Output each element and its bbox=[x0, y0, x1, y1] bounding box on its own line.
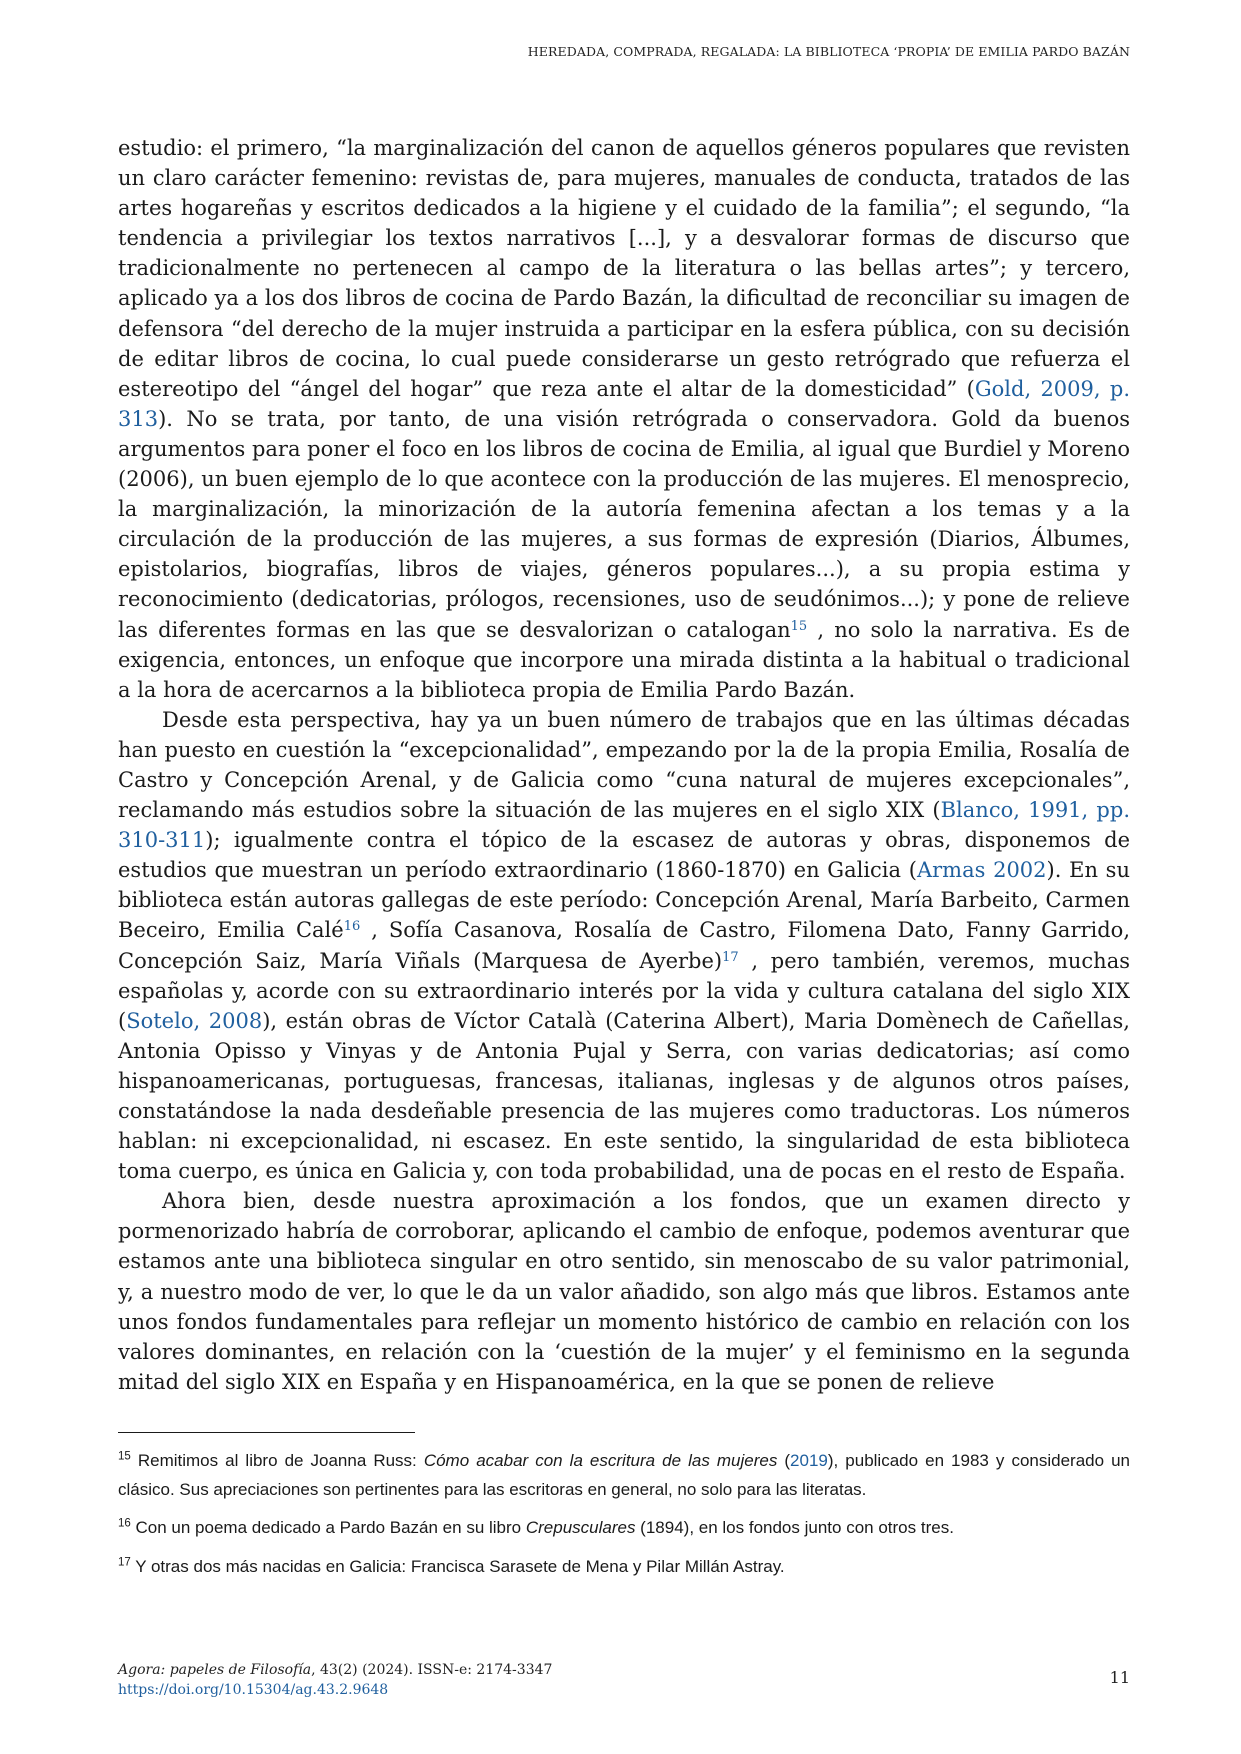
paragraph bbox=[118, 1186, 1130, 1397]
citation-link-gold[interactable]: Gold, 2009, p. 313 bbox=[118, 376, 1130, 431]
footnote-text: Con un poema dedicado a Pardo Bazán en su libro bbox=[130, 1518, 526, 1537]
journal-citation bbox=[118, 1660, 552, 1680]
footnote-text: Remitimos al libro de Joanna Russ: bbox=[130, 1451, 424, 1470]
paragraph bbox=[118, 705, 1130, 1187]
paragraph bbox=[118, 133, 1130, 705]
journal-issue: , 43(2) (2024). ISSN-e: 2174-3347 bbox=[311, 1662, 553, 1678]
footnote-16 bbox=[118, 1514, 1130, 1543]
footnotes bbox=[118, 1447, 1130, 1591]
citation-link-sotelo[interactable]: Sotelo, 2008 bbox=[126, 1008, 263, 1033]
footnote-text: (1894), en los fondos junto con otros tres. bbox=[635, 1518, 954, 1537]
article-body bbox=[118, 133, 1130, 1397]
footnote-book-title: Crepusculares bbox=[525, 1518, 636, 1537]
body-text-run: Ahora bien, desde nuestra aproximación a los fondos, que un examen directo y pormenorizado habría de corroborar, aplicando el cambio de enfoque, podemos aventurar que estamos ante una biblioteca singular en otro sentido, sin menoscabo de su valor patrimonial, y, a nuestro modo de ver, lo que le da un valor añadido, son algo más que libros. Estamos ante unos fondos fundamentales para reflejar un momento histórico de cambio en relación con los valores dominantes, en relación con la ‘cuestión de la mujer’ y el feminismo en la segunda mitad del siglo XIX en España y en Hispanoamérica, en la que se ponen de relieve bbox=[118, 1189, 1130, 1394]
body-text-run: , Sofía Casanova, Rosalía de Castro, Filomena Dato, Fanny Garrido, Concepción Saiz, María Viñals (Marquesa de Ayerbe) bbox=[118, 918, 1131, 973]
footnote-ref-15[interactable]: 15 bbox=[790, 618, 808, 634]
citation-link-blanco[interactable]: Blanco, 1991, pp. 310-311 bbox=[118, 798, 1130, 853]
footnote-text: ), publicado en 1983 y considerado un clásico. Sus apreciaciones son pertinentes para las escritoras en general, no solo para las literatas. bbox=[118, 1451, 1131, 1499]
running-title: HEREDADA, COMPRADA, REGALADA: LA BIBLIOTECA ‘PROPIA’ DE EMILIA PARDO BAZÁN bbox=[527, 44, 1130, 59]
citation-link-armas[interactable]: Armas 2002 bbox=[916, 858, 1047, 883]
body-text-run: Desde esta perspectiva, hay ya un buen número de trabajos que en las últimas décadas han puesto en cuestión la “excepcionalidad”, empezando por la de la propia Emilia, Rosalía de Castro y Concepción Arenal, y de Galicia como “cuna natural de mujeres excepcionales”, reclamando más estudios sobre la situación de las mujeres en el siglo XIX ( bbox=[118, 707, 1130, 823]
footnote-ref-16[interactable]: 16 bbox=[343, 919, 361, 935]
body-text-run: estudio: el primero, “la marginalización del canon de aquellos géneros populares que revisten un claro carácter femenino: revistas de, para mujeres, manuales de conducta, tratados de las artes hogareñas y escritos dedicados a la higiene y el cuidado de la familia”; el segundo, “la tendencia a privilegiar los textos narrativos [...], y a desvalorar formas de discurso que tradicionalmente no pertenecen al campo de la literatura o las bellas artes”; y tercero, aplicado ya a los dos libros de cocina de Pardo Bazán, la dificultad de reconciliar su imagen de defensora “del derecho de la mujer instruida a participar en la esfera pública, con su decisión de editar libros de cocina, lo cual puede considerarse un gesto retrógrado que refuerza el estereotipo del “ángel del hogar” que reza ante el altar de la domesticidad” ( bbox=[118, 136, 1130, 401]
footnote-book-title: Cómo acabar con la escritura de las mujeres bbox=[423, 1451, 778, 1470]
doi-link[interactable]: https://doi.org/10.15304/ag.43.2.9648 bbox=[118, 1682, 389, 1698]
body-text-run: ). No se trata, por tanto, de una visión retrógrada o conservadora. Gold da buenos argumentos para poner el foco en los libros de cocina de Emilia, al igual que Burdiel y Moreno (2006), un buen ejemplo de lo que acontece con la producción de las mujeres. El menosprecio, la marginalización, la minorización de la autoría femenina afectan a los temas y a la circulación de la producción de las mujeres, a sus formas de expresión (Diarios, Álbumes, epistolarios, biografías, libros de viajes, géneros populares...), a su propia estima y reconocimiento (dedicatorias, prólogos, recensiones, uso de seudónimos...); y pone de relieve las diferentes formas en las que se desvalorizan o catalogan bbox=[118, 406, 1130, 642]
footnote-number: 15 bbox=[118, 1450, 131, 1463]
page-number: 11 bbox=[1109, 1668, 1130, 1687]
footnote-number: 17 bbox=[118, 1556, 131, 1569]
footnote-text: Y otras dos más nacidas en Galicia: Francisca Sarasete de Mena y Pilar Millán Astray. bbox=[130, 1556, 785, 1576]
body-text-run: , no solo la narrativa. Es de exigencia, entonces, un enfoque que incorpore una mirada distinta a la habitual o tradicional a la hora de acercarnos a la biblioteca propia de Emilia Pardo Bazán. bbox=[118, 617, 1130, 702]
footnote-text: ( bbox=[777, 1451, 791, 1470]
footnote-ref-17[interactable]: 17 bbox=[722, 949, 739, 965]
body-text-run: ), están obras de Víctor Català (Caterina Albert), Maria Domènech de Cañellas, Antonia Opisso y Vinyas y de Antonia Pujal y Serra, con varias dedicatorias; así como hispanoamericanas, portuguesas, francesas, italianas, inglesas y de algunos otros países, constatándose la nada desdeñable presencia de las mujeres como traductoras. Los números hablan: ni excepcionalidad, ni escasez. En este sentido, la singularidad de esta biblioteca toma cuerpo, es única en Galicia y, con toda probabilidad, una de pocas en el resto de España. bbox=[118, 1008, 1130, 1184]
footnote-15 bbox=[118, 1447, 1130, 1504]
footnote-17 bbox=[118, 1553, 1130, 1582]
body-text-run: , pero también, veremos, muchas españolas y, acorde con su extraordinario interés por la vida y cultura catalana del siglo XIX ( bbox=[118, 948, 1130, 1033]
journal-name: Agora: papeles de Filosofía bbox=[118, 1662, 312, 1678]
body-text-run: ). En su biblioteca están autoras gallegas de este período: Concepción Arenal, María Barbeito, Carmen Beceiro, Emilia Calé bbox=[118, 858, 1130, 943]
citation-link-russ[interactable]: 2019 bbox=[790, 1451, 828, 1470]
footnote-divider bbox=[118, 1432, 415, 1433]
footnote-number: 16 bbox=[118, 1517, 131, 1530]
body-text-run: ); igualmente contra el tópico de la escasez de autoras y obras, disponemos de estudios que muestran un período extraordinario (1860-1870) en Galicia ( bbox=[118, 828, 1130, 883]
